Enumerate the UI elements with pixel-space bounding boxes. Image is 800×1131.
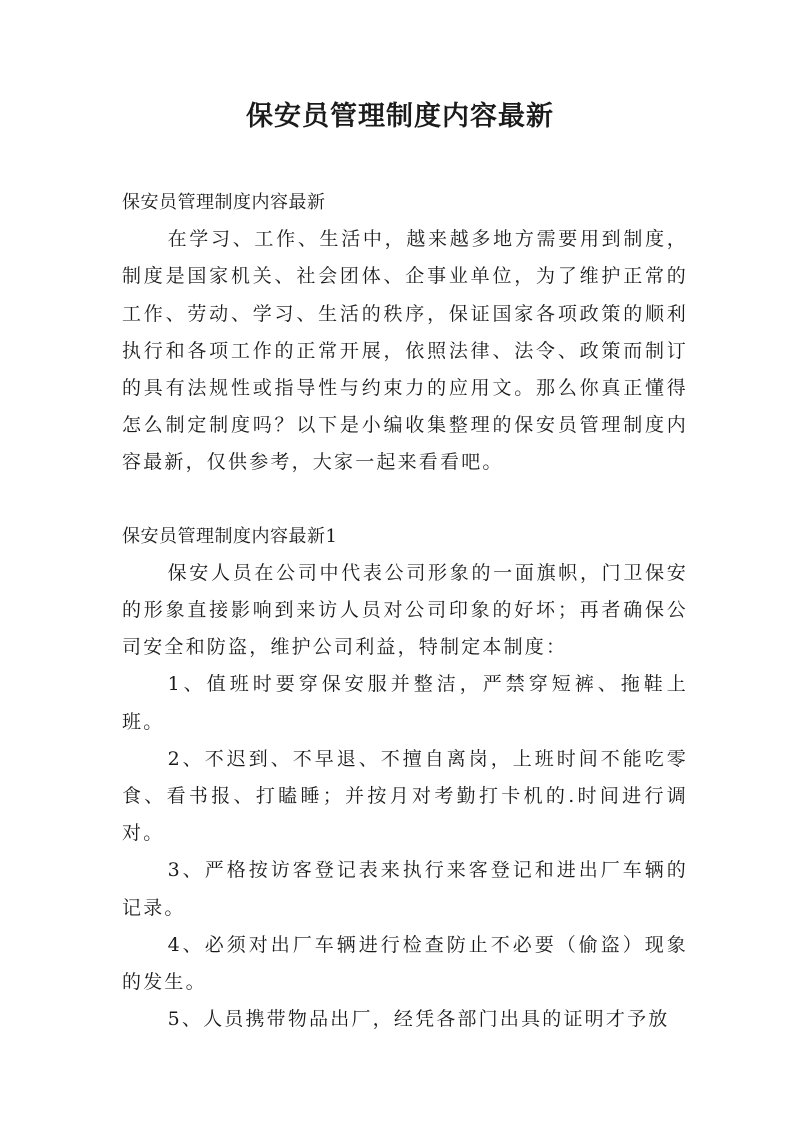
rule-item-1: 1、值班时要穿保安服并整洁，严禁穿短裤、拖鞋上班。 (122, 673, 688, 733)
section1-heading: 保安员管理制度内容最新1 (122, 525, 338, 547)
section1-paragraph: 保安人员在公司中代表公司形象的一面旗帜，门卫保安的形象直接影响到来访人员对公司印象的好坏；再者确保公司安全和防盗，维护公司利益，特制定本制度： (122, 561, 688, 659)
section-spacer (122, 482, 688, 518)
intro-paragraph: 在学习、工作、生活中，越来越多地方需要用到制度，制度是国家机关、社会团体、企事业单位，为了维护正常的工作、劳动、学习、生活的秩序，保证国家各项政策的顺利执行和各项工作的正常开展，依照法律、法令、政策而制订的具有法规性或指导性与约束力的应用文。那么你真正懂得怎么制定制度吗？以下是小编收集整理的保安员管理制度内容最新，仅供参考，大家一起来看看吧。 (122, 228, 688, 474)
rule-item-2: 2、不迟到、不早退、不擅自离岗，上班时间不能吃零食、看书报、打瞌睡；并按月对考勤打卡机的.时间进行调对。 (122, 747, 688, 845)
document-body (122, 184, 688, 1038)
intro-heading: 保安员管理制度内容最新 (122, 192, 326, 213)
document-title: 保安员管理制度内容最新 (246, 101, 554, 132)
rule-item-3: 3、严格按访客登记表来执行来客登记和进出厂车辆的记录。 (122, 859, 688, 919)
rule-item-4: 4、必须对出厂车辆进行检查防止不必要（偷盗）现象的发生。 (122, 933, 688, 994)
rule-item-5: 5、人员携带物品出厂，经凭各部门出具的证明才予放 (167, 1008, 670, 1031)
